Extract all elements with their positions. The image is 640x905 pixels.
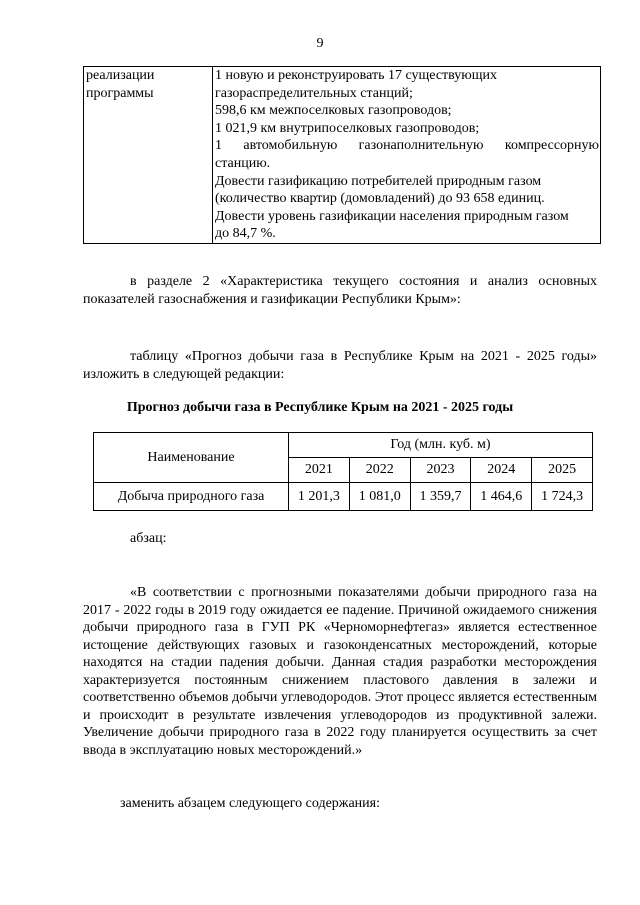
year-cell: 2021 [289,458,350,483]
value-cell: 1 081,0 [349,483,410,511]
replace-label: заменить абзацем следующего содержания: [120,796,380,811]
program-label-cell [84,67,213,244]
page-number: 9 [316,36,324,51]
value-cell: 1 724,3 [532,483,593,511]
result-line: станцию. [215,155,271,171]
table-intro: таблицу «Прогноз добычи газа в Республике Крым на 2021 - 2025 годы» изложить в следующей редакции: [83,349,597,382]
section-reference: в разделе 2 «Характеристика текущего состояния и анализ основных показателей газоснабжения и газификации Республики Крым»: [83,274,597,307]
result-line: 1 021,9 км внутрипоселковых газопроводов; [215,120,480,136]
value-cell: 1 201,3 [289,483,350,511]
result-line: 1 автомобильную газонаполнительную компрессорную [215,138,599,154]
value-cell: 1 464,6 [471,483,532,511]
forecast-table [93,432,593,511]
value-cell: 1 359,7 [410,483,471,511]
abzac-label: абзац: [130,531,167,546]
result-line: Довести уровень газификации населения природным газом [215,208,569,224]
year-cell: 2024 [471,458,532,483]
result-line: до 84,7 %. [215,226,276,242]
year-cell: 2025 [532,458,593,483]
label-line: программы [86,85,154,101]
year-cell: 2022 [349,458,410,483]
label-line: реализации [86,68,155,83]
quoted-paragraph: «В соответствии с прогнозными показателями добычи природного газа на 2017 - 2022 годы в 2019 году ожидается ее падение. Причиной ожидаемого снижения добычи природного газа в ГУП РК «Черноморнефтегаз» является естественное истощение действующих газовых и газоконденсатных месторождений, которые находятся на стадии падения добычи. Данная стадия разработки месторождения характеризуется постоянным снижением пластового давления в залежи и соответственно объемов добычи углеводородов. Этот процесс является естественным и происходит в результате извлечения углеводородов из продуктивной залежи. Увеличение добычи природного газа в 2022 году планируется осуществить за счет ввода в эксплуатацию новых месторождений.» [83,585,597,758]
result-line: 598,6 км межпоселковых газопроводов; [215,103,452,119]
result-line: 1 новую и реконструировать 17 существующих [215,68,498,83]
program-results-table [83,66,601,244]
result-line: газораспределительных станций; [215,85,413,101]
forecast-title: Прогноз добычи газа в Республике Крым на 2021 - 2025 годы [126,400,514,415]
row-label: Добыча природного газа [94,483,289,511]
result-line: (количество квартир (домовладений) до 93 658 единиц. [215,191,545,207]
result-line: Довести газификацию потребителей природным газом [215,173,542,189]
year-cell: 2023 [410,458,471,483]
name-header: Наименование [94,433,289,483]
year-header: Год (млн. куб. м) [289,433,593,458]
program-results-cell [213,67,601,244]
